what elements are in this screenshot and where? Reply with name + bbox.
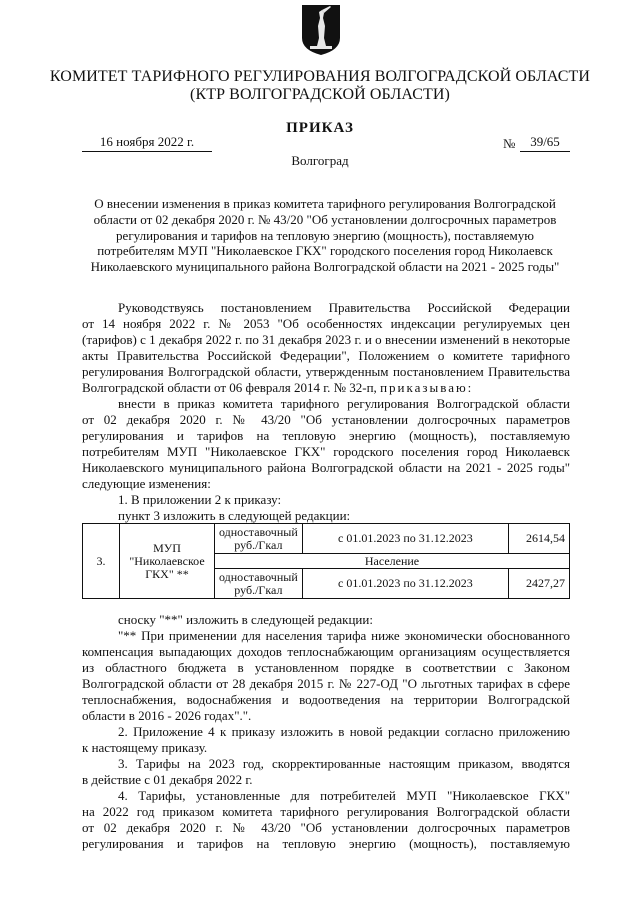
item-line: от 02 декабря 2020 г. № 43/20 "Об установлении долгосрочных параметров: [82, 820, 570, 835]
preamble-line: от 14 ноября 2022 г. № 2053 "Об особенностях индексации регулируемых цен: [82, 316, 570, 331]
organization-cell: МУП "Николаевское ГКХ" **: [120, 524, 215, 599]
footnote-line: Волгоградской области от 28 декабря 2015 г. № 227-ОД "О льготных тарифах в сфере: [82, 676, 570, 691]
subject-line: области от 02 декабря 2020 г. № 43/20 "Об установлении долгосрочных параметров: [93, 211, 557, 227]
item-line: 2. Приложение 4 к приказу изложить в новой редакции согласно приложению: [118, 724, 570, 739]
period-cell: с 01.01.2023 по 31.12.2023: [302, 524, 508, 554]
order-number: 39/65: [520, 134, 570, 152]
item-line: регулирования и тарифов на тепловую энергию (мощность), поставляемую: [82, 836, 570, 851]
doc-type-title: ПРИКАЗ: [286, 120, 354, 136]
item-line: 3. Тарифы на 2023 год, скорректированные настоящим приказом, вводятся: [118, 756, 570, 771]
city: Волгоград: [291, 153, 349, 168]
period-cell: с 01.01.2023 по 31.12.2023: [302, 569, 508, 599]
intro-line: потребителям МУП "Николаевское ГКХ" городского поселения город Николаевск: [82, 444, 570, 459]
item-line: 4. Тарифы, установленные для потребителей МУП "Николаевское ГКХ": [118, 788, 570, 803]
subject-line: потребителям МУП "Николаевское ГКХ" городского поселения город Николаевск: [97, 243, 553, 259]
footnote-line: теплоснабжения, водоснабжения и водоотведения на территории Волгоградской: [82, 692, 570, 707]
subject-line: О внесении изменения в приказ комитета тарифного регулирования Волгоградской: [94, 196, 556, 211]
item-line: к настоящему приказу.: [82, 740, 208, 755]
footnote-line: области в 2016 - 2026 годах".".: [82, 708, 252, 723]
unit-cell: одноставочный руб./Гкал: [215, 524, 303, 554]
tariff-table: [82, 523, 570, 599]
order-verb: приказываю:: [380, 380, 474, 395]
unit-cell: одноставочный руб./Гкал: [215, 569, 303, 599]
value-cell: 2614,54: [509, 524, 570, 554]
value-cell: 2427,27: [509, 569, 570, 599]
footnote-line: компенсация выпадающих доходов теплоснабжающим организациям осуществляется: [82, 644, 570, 659]
footnote-line: из областного бюджета в установленном порядке в соответствии с Законом: [82, 660, 570, 675]
item-line: на 2022 год приказом комитета тарифного регулирования Волгоградской области: [82, 804, 570, 819]
intro-line: пункт 3 изложить в следующей редакции:: [118, 508, 351, 523]
subject-line: Николаевского муниципального района Волгоградской области на 2021 - 2025 годы": [90, 259, 560, 275]
number-sign: №: [503, 136, 516, 151]
item-line: в действие с 01 декабря 2022 г.: [82, 772, 253, 787]
intro-line: Николаевского муниципального района Волгоградской области на 2021 - 2025 годы": [82, 460, 570, 475]
intro-line: регулирования и тарифов на тепловую энергию (мощность), поставляемую: [82, 428, 570, 443]
footnote-line: сноску "**" изложить в следующей редакции:: [118, 612, 373, 627]
intro-line: следующие изменения:: [82, 476, 211, 491]
table-row: [83, 524, 570, 554]
preamble-line: (тарифов) с 1 декабря 2022 г. по 31 декабря 2023 г. и о внесении изменений в некоторые: [82, 332, 570, 347]
org-short-name: (КТР ВОЛГОГРАДСКОЙ ОБЛАСТИ): [190, 86, 450, 103]
org-name: КОМИТЕТ ТАРИФНОГО РЕГУЛИРОВАНИЯ ВОЛГОГРАДСКОЙ ОБЛАСТИ: [49, 68, 591, 85]
preamble-line: [82, 380, 570, 396]
intro-line: от 02 декабря 2020 г. № 43/20 "Об установлении долгосрочных параметров: [82, 412, 570, 427]
subject-heading: [80, 196, 570, 275]
intro-line: 1. В приложении 2 к приказу:: [118, 492, 282, 507]
subject-line: регулирования и тарифов на тепловую энергию (мощность), поставляемую: [116, 227, 534, 243]
row-number: 3.: [83, 524, 120, 599]
preamble-line: регулирования Волгоградской области, утвержденным постановлением Правительства: [82, 364, 570, 379]
section-cell: Население: [215, 554, 570, 569]
preamble-line: акты Правительства Российской Федерации", Положением о комитете тарифного: [82, 348, 570, 363]
intro-line: внести в приказ комитета тарифного регулирования Волгоградской области: [118, 396, 570, 411]
preamble-line: Руководствуясь постановлением Правительства Российской Федерации: [118, 300, 570, 315]
footnote-line: "** При применении для населения тарифа ниже экономически обоснованного: [118, 628, 570, 643]
order-date: 16 ноября 2022 г.: [82, 134, 212, 152]
preamble-text: Волгоградской области от 06 февраля 2014 г. № 32-п,: [82, 380, 377, 395]
volgograd-emblem-icon: [301, 4, 341, 56]
